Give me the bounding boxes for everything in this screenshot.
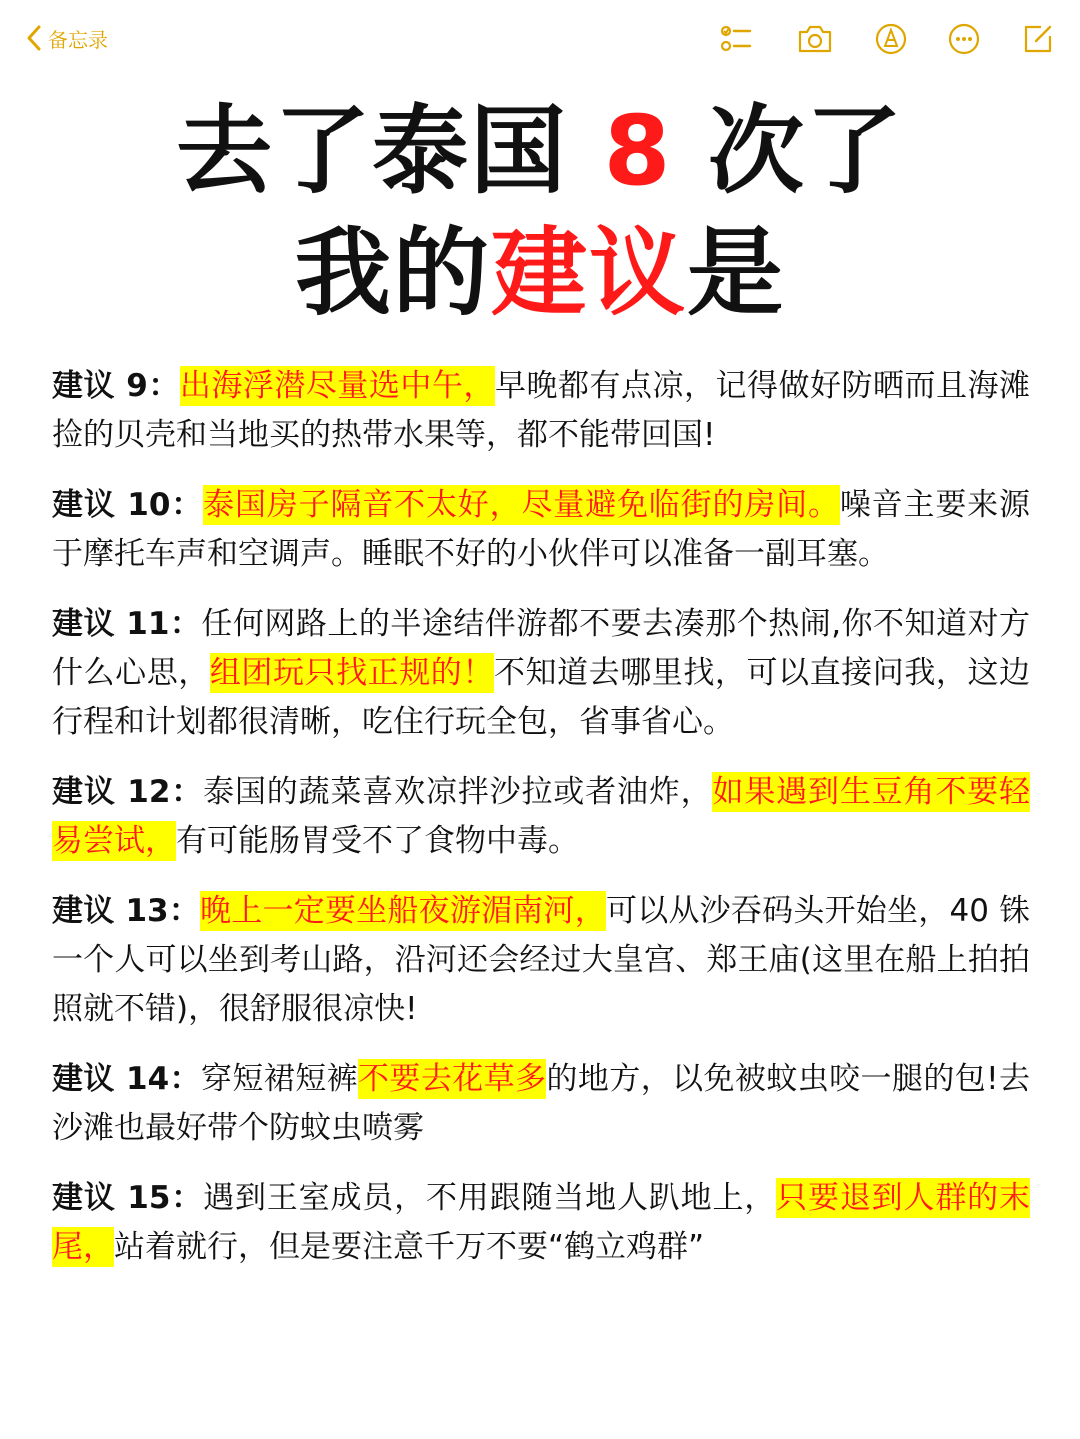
tip-text: 可以从沙吞码头开始坐，40 铢一个人可以坐到考山路，沿河还会经过大皇宫、郑王庙(这里在船上拍拍照就不错)，很舒服很凉快! bbox=[52, 893, 1030, 1027]
tips-list bbox=[52, 362, 1030, 1293]
title-text-c: 我的 bbox=[295, 217, 491, 329]
highlighted-text: 组团玩只找正规的！ bbox=[209, 655, 494, 691]
tip-paragraph bbox=[52, 887, 1030, 1034]
tip-text: 不知道去哪里找，可以直接问我，这边行程和计划都很清晰，吃住行玩全包，省事省心。 bbox=[52, 655, 1031, 740]
highlighted-text: 出海浮潜尽量选中午， bbox=[179, 368, 495, 404]
tip-label: 建议 13： bbox=[52, 893, 201, 929]
tip-text: 任何网路上的半途结伴游都不要去凑那个热闹,你不知道对方什么心思， bbox=[52, 606, 1030, 691]
tip-text: 的地方，以免被蚊虫咬一腿的包!去沙滩也最好带个防蚊虫喷雾 bbox=[52, 1061, 1031, 1146]
chevron-left-icon bbox=[26, 24, 42, 52]
highlighted-text: 不要去花草多 bbox=[358, 1061, 547, 1097]
title-text-d: 是 bbox=[687, 217, 785, 329]
tip-text: 穿短裙短裤 bbox=[200, 1061, 359, 1097]
tip-paragraph bbox=[52, 768, 1030, 866]
back-button[interactable] bbox=[26, 22, 108, 54]
tip-paragraph bbox=[52, 362, 1030, 460]
title-red-text: 建议 bbox=[491, 217, 687, 329]
tip-text: 噪音主要来源于摩托车声和空调声。睡眠不好的小伙伴可以准备一副耳塞。 bbox=[52, 487, 1031, 572]
tip-text: 早晚都有点凉，记得做好防晒而且海滩捡的贝壳和当地买的热带水果等，都不能带回国! bbox=[52, 368, 1031, 453]
tip-paragraph bbox=[52, 1055, 1030, 1153]
tip-label: 建议 12： bbox=[52, 774, 204, 810]
highlighted-text: 如果遇到生豆角不要轻易尝试， bbox=[52, 774, 1031, 859]
highlighted-text: 只要退到人群的末尾， bbox=[52, 1180, 1031, 1265]
tip-label: 建议 11： bbox=[52, 606, 202, 642]
notes-toolbar bbox=[0, 0, 1080, 80]
back-label: 备忘录 bbox=[48, 27, 108, 52]
compose-icon[interactable] bbox=[1021, 22, 1055, 56]
tip-label: 建议 14： bbox=[52, 1061, 201, 1097]
tip-paragraph bbox=[52, 1174, 1030, 1272]
tip-paragraph bbox=[52, 481, 1030, 579]
tip-text: 有可能肠胃受不了食物中毒。 bbox=[176, 823, 579, 859]
checklist-icon[interactable] bbox=[719, 22, 753, 56]
more-icon[interactable] bbox=[947, 22, 981, 56]
camera-icon[interactable] bbox=[797, 22, 831, 56]
title-text-a: 去了泰国 bbox=[176, 95, 569, 207]
tip-label: 建议 15： bbox=[52, 1180, 204, 1216]
markup-pen-icon[interactable] bbox=[874, 22, 908, 56]
title-number: 8 bbox=[603, 95, 673, 207]
tip-label: 建议 10： bbox=[52, 487, 204, 523]
title-line-2 bbox=[0, 218, 1080, 328]
tip-text: 站着就行，但是要注意千万不要“鹤立鸡群” bbox=[114, 1229, 705, 1265]
tip-label: 建议 9： bbox=[52, 368, 180, 404]
title-text-b: 次了 bbox=[707, 95, 904, 207]
title-line-1 bbox=[0, 96, 1080, 206]
highlighted-text: 泰国房子隔音不太好，尽量避免临街的房间。 bbox=[203, 487, 840, 523]
tip-text: 遇到王室成员，不用跟随当地人趴地上， bbox=[203, 1180, 777, 1216]
highlighted-text: 晚上一定要坐船夜游湄南河， bbox=[200, 893, 606, 929]
tip-paragraph bbox=[52, 600, 1030, 747]
tip-text: 泰国的蔬菜喜欢凉拌沙拉或者油炸， bbox=[203, 774, 713, 810]
